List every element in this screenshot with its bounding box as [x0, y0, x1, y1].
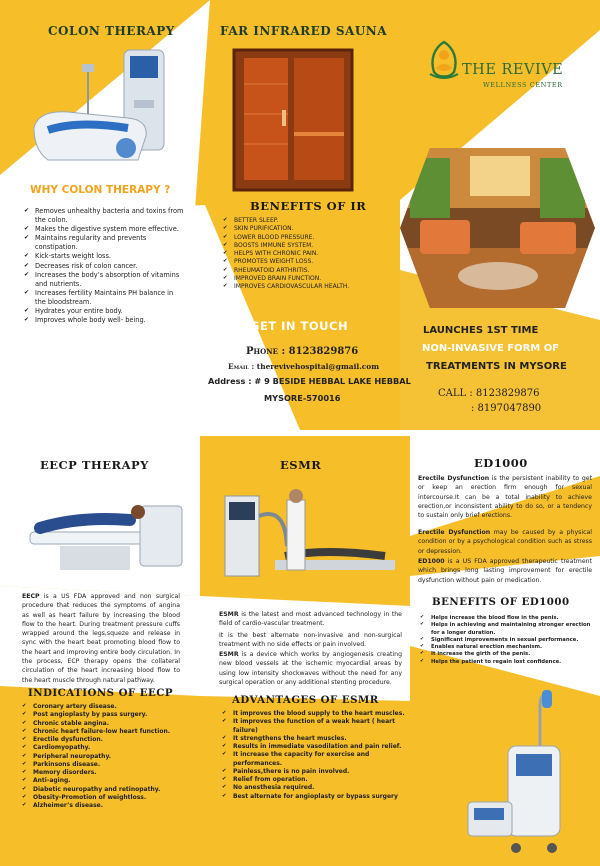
esmr-treatment-image [215, 486, 405, 606]
list-item: ✔ Maintains regularity and prevents constipation. [24, 234, 184, 252]
brand-name: THE REVIVE [462, 62, 564, 78]
get-in-touch-title: GET IN TOUCH [250, 319, 349, 333]
advantages-list [222, 710, 410, 801]
ed1000-paragraph-3-text: is a US FDA approved therapeutic treatment which brings long lasting improvement for erectile dysfunction without pain or medication. [418, 558, 592, 584]
ed1000-lead-3: ED1000 [418, 558, 445, 565]
esmr-lead-1: ESMR [219, 611, 239, 618]
esmr-paragraph-3-text: is a device which works by angiogenesis creating new blood vessels at the ischemic myocardial areas by using low intensity shockwaves without the need for any surgical operation or any additional stenting procedure. [219, 651, 402, 686]
list-item: ✔ SKIN PURIFICATION. [223, 225, 383, 233]
esmr-paragraph-2: It is the best alternate non-invasive and non-surgical treatment with no side effects or pain involved. [219, 632, 402, 649]
revive-lotus-logo [424, 38, 464, 82]
list-item: ✔ HELPS WITH CHRONIC PAIN. [223, 250, 383, 258]
call-number-1: 8123829876 [475, 388, 540, 399]
list-item: ✔ Cardiomyopathy. [22, 744, 192, 752]
list-item: ✔ BOOSTS IMMUNE SYSTEM. [223, 242, 383, 250]
call-line-1 [438, 388, 540, 399]
list-item: ✔ RHEUMATOID ARTHRITIS. [223, 267, 383, 275]
list-item: ✔ Significant improvements in sexual performance. [420, 637, 592, 644]
list-item: ✔ Chronic stable angina. [22, 720, 192, 728]
phone-line [246, 346, 358, 357]
call-label: CALL : [438, 388, 473, 399]
brochure-outer-panel [0, 0, 600, 430]
list-item: ✔ Best alternate for angioplasty or bypass surgery [222, 793, 410, 801]
list-item: ✔ Memory disorders. [22, 769, 192, 777]
list-item: ✔ Peripheral neuropathy. [22, 753, 192, 761]
list-item: ✔ Helps in achieving and maintaining stronger erection for a longer duration. [420, 622, 592, 637]
list-item: ✔ Improves whole body well- being. [24, 316, 184, 325]
list-item: ✔ Relief from operation. [222, 776, 410, 784]
call-number-2: : 8197047890 [471, 403, 542, 414]
ed1000-paragraph-1 [418, 474, 592, 520]
brochure-inner-panel [0, 436, 600, 866]
list-item: ✔ Erectile dysfunction. [22, 736, 192, 744]
list-item: ✔ Increases fertility Maintains PH balance in the bloodstream. [24, 289, 184, 307]
esmr-paragraph-1-text: is the latest and most advanced technology in the field of cardio-vascular treatment. [219, 611, 402, 628]
list-item: ✔ BETTER SLEEP. [223, 217, 383, 225]
ed1000-lead-1: Erectile Dysfunction [418, 475, 490, 482]
far-infrared-sauna-title: FAR INFRARED SAUNA [220, 24, 388, 38]
wellness-lounge-photo [400, 148, 595, 308]
colon-therapy-machine-image [28, 40, 188, 180]
esmr-paragraph-1 [219, 610, 402, 629]
address-line-1: Address : # 9 BESIDE HEBBAL LAKE HEBBAL [208, 376, 411, 386]
list-item: ✔ Enables natural erection mechanism. [420, 644, 592, 651]
phone-label: Phone [246, 346, 278, 357]
colon-benefits-list [24, 207, 184, 325]
why-colon-therapy-title: WHY COLON THERAPY ? [30, 184, 171, 196]
list-item: ✔ IMPROVED BRAIN FUNCTION. [223, 275, 383, 283]
indications-list [22, 703, 192, 810]
sauna-cabin-image [228, 44, 358, 194]
ed1000-benefits-title: BENEFITS OF ED1000 [432, 596, 570, 608]
list-item: ✔ Chronic heart failure-low heart function. [22, 728, 192, 736]
ed1000-paragraph-1-text: is the persistent inability to get or keep an erection firm enough for sexual intercourse.It can be a total inability to achieve erection,or inconsistent ability to do so, or a tendency to sustain only brief erections. [418, 475, 593, 520]
list-item: ✔ Makes the digestive system more effective. [24, 225, 184, 234]
eecp-lead: EECP [22, 593, 40, 600]
list-item: ✔ Kick-starts weight loss. [24, 252, 184, 261]
eecp-description-text: is a US FDA approved and non surgical procedure that reduces the symptoms of angina as well as heart failure by increasing the blood flow to the heart. During treatment pressure cuffs wrapped around the legs,squeze and release in sync with the heart beat promoting blood flow to the heart and improving entire body circulation. In the process, ECP therapy opens the collateral circulation of the heart increasing blood flow to the heart muscle through natural pathway. [22, 593, 180, 684]
eecp-therapy-title: EECP THERAPY [40, 458, 149, 472]
advantages-title: ADVANTAGES OF ESMR [232, 694, 379, 706]
esmr-title: ESMR [280, 458, 322, 472]
phone-number: : 8123829876 [281, 346, 359, 357]
list-item: ✔ Parkinsons disease. [22, 761, 192, 769]
list-item: ✔ Increases the body’s absorption of vitamins and nutrients. [24, 271, 184, 289]
ed1000-lead-2: Erectile Dysfunction [418, 529, 491, 536]
list-item: ✔ Helps increase the blood flow in the penis. [420, 615, 592, 622]
list-item: ✔ IMPROVES CARDIOVASCULAR HEALTH. [223, 283, 383, 291]
email-line [228, 362, 379, 371]
list-item: ✔ Diabetic neuropathy and retinopathy. [22, 786, 192, 794]
indications-title: INDICATIONS OF EECP [28, 687, 174, 699]
esmr-lead-3: ESMR [219, 651, 239, 658]
list-item: ✔ PROMOTES WEIGHT LOSS. [223, 258, 383, 266]
list-item: ✔ Results in immediate vasodilation and pain relief. [222, 743, 410, 751]
list-item: ✔ LOWER BLOOD PRESSURE. [223, 234, 383, 242]
email-address: : therevivehospital@gmail.com [251, 362, 380, 371]
list-item: ✔ No anesthesia required. [222, 784, 410, 792]
list-item: ✔ Decreases risk of colon cancer. [24, 262, 184, 271]
list-item: ✔ It increase the girth of the penis. [420, 651, 592, 658]
list-item: ✔ Painless,there is no pain involved. [222, 768, 410, 776]
list-item: ✔ It improves the blood supply to the heart muscles. [222, 710, 410, 718]
list-item: ✔ Post angioplasty by pass surgery. [22, 711, 192, 719]
email-label: Email [228, 362, 249, 371]
ed1000-paragraph-2-text: may be caused by a physical condition or by a psychological condition such as stress or depression. [418, 529, 592, 555]
eecp-therapy-image [20, 476, 190, 586]
list-item: ✔ It strengthens the heart muscles. [222, 735, 410, 743]
brand-subtitle: WELLNESS CENTER [483, 81, 563, 89]
list-item: ✔ Hydrates your entire body. [24, 307, 184, 316]
list-item: ✔ Anti-aging. [22, 777, 192, 785]
list-item: ✔ It increase the capacity for exercise and performances. [222, 751, 410, 768]
ed1000-paragraph-3 [418, 557, 592, 585]
launch-line-3: TREATMENTS IN MYSORE [426, 361, 567, 372]
list-item: ✔ Helps the patient to regain lost confidence. [420, 659, 592, 666]
list-item: ✔ Alzheimer’s disease. [22, 802, 192, 810]
ir-benefits-list [223, 217, 383, 291]
list-item: ✔ Obesity-Promotion of weightloss. [22, 794, 192, 802]
ed1000-title: ED1000 [474, 456, 528, 470]
benefits-of-ir-title: BENEFITS OF IR [250, 199, 367, 213]
launch-line-1: LAUNCHES 1ST TIME [423, 325, 539, 336]
list-item: ✔ Coronary artery disease. [22, 703, 192, 711]
esmr-paragraph-3 [219, 650, 402, 687]
eecp-description [22, 592, 180, 685]
colon-therapy-title: COLON THERAPY [48, 24, 175, 38]
launch-line-2: NON-INVASIVE FORM OF [422, 343, 560, 354]
ed1000-device-image [460, 686, 590, 861]
list-item: ✔ It improves the function of a weak heart ( heart failure) [222, 718, 410, 735]
ed1000-benefits-list [420, 615, 592, 666]
ed1000-paragraph-2 [418, 528, 592, 556]
address-line-2: MYSORE-570016 [264, 393, 341, 403]
list-item: ✔ Removes unhealthy bacteria and toxins from the colon. [24, 207, 184, 225]
